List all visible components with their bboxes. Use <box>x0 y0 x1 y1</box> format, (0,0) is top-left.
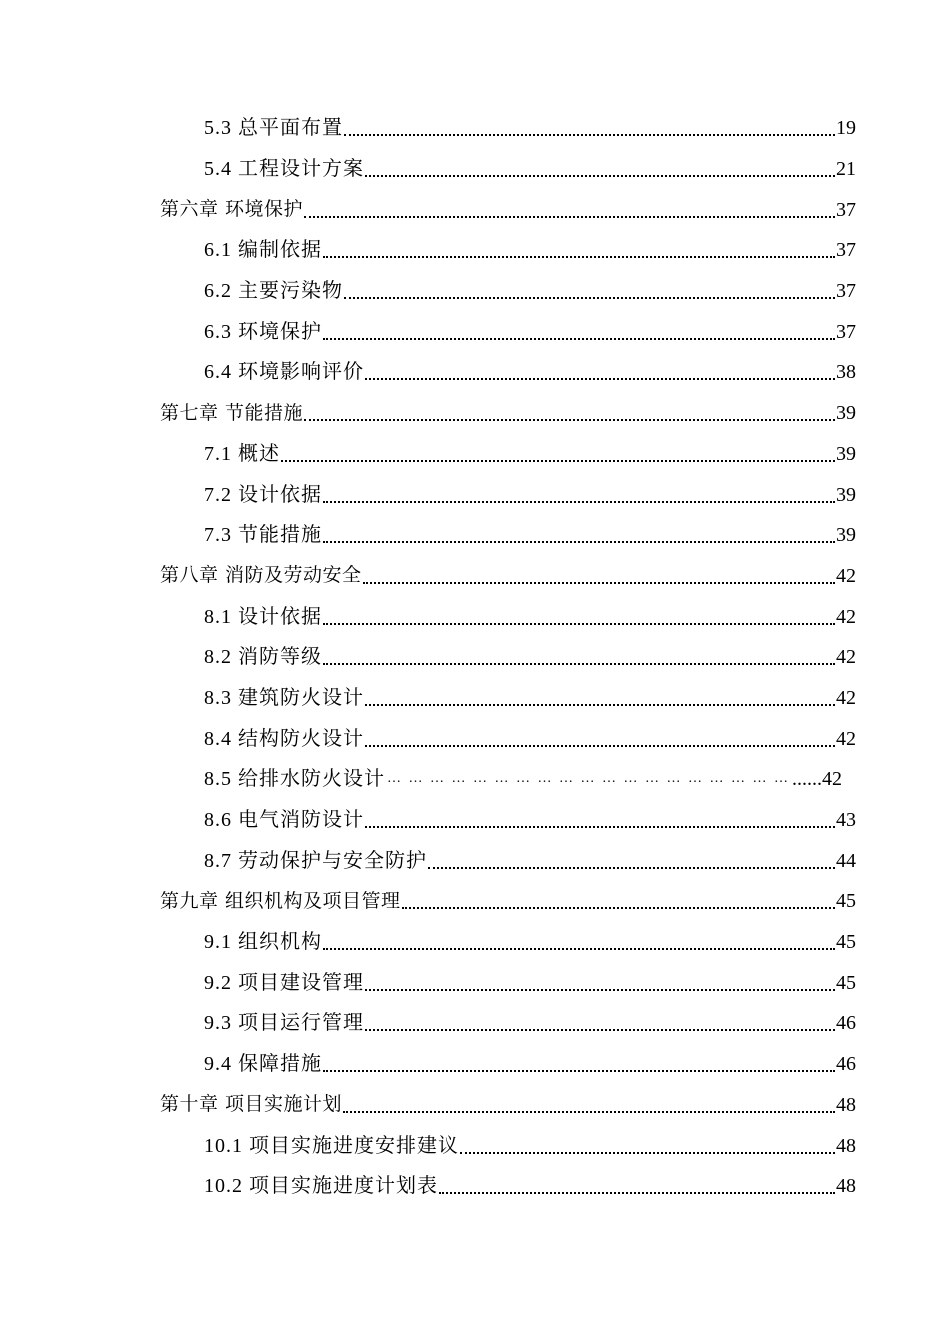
toc-chapter-title: 第九章 组织机构及项目管理 <box>160 889 401 912</box>
toc-entry-8-3[interactable] <box>0 678 950 719</box>
toc-entry-title: 6.1 编制依据 <box>204 239 322 262</box>
dot-leader <box>365 358 835 380</box>
toc-entry-title: 9.2 项目建设管理 <box>204 971 364 994</box>
toc-entry-10-1[interactable] <box>0 1125 950 1166</box>
toc-entry-title: 8.2 消防等级 <box>204 646 322 669</box>
toc-entry-8-5[interactable] <box>0 759 950 800</box>
toc-entry-title: 9.1 组织机构 <box>204 931 322 954</box>
toc-entry-title: 8.5 给排水防火设计 <box>204 768 385 791</box>
dot-leader <box>323 928 835 950</box>
toc-page-number: 39 <box>836 483 856 506</box>
toc-entry-9-4[interactable] <box>0 1044 950 1085</box>
toc-entry-title: 9.3 项目运行管理 <box>204 1012 364 1035</box>
toc-page-number: 44 <box>836 849 856 872</box>
dot-leader <box>343 1091 835 1113</box>
toc-chapter-title: 第六章 环境保护 <box>160 198 304 221</box>
toc-chapter-7[interactable] <box>0 393 950 434</box>
dot-leader <box>439 1172 835 1194</box>
dot-leader <box>323 318 835 340</box>
toc-chapter-10[interactable] <box>0 1085 950 1126</box>
ellipsis-leader: … … … … … … … … … … … … … … … … … … … <box>387 771 790 787</box>
toc-page-number: 42 <box>836 564 856 587</box>
toc-page-number: 46 <box>836 1053 856 1076</box>
toc-entry-title: 7.3 节能措施 <box>204 524 322 547</box>
toc-page-number: 42 <box>836 605 856 628</box>
toc-entry-title: 6.3 环境保护 <box>204 320 322 343</box>
dot-leader <box>428 847 835 869</box>
toc-entry-9-3[interactable] <box>0 1003 950 1044</box>
toc-entry-6-1[interactable] <box>0 230 950 271</box>
dot-leader <box>363 562 835 584</box>
toc-entry-5-3[interactable] <box>0 108 950 149</box>
toc-entry-title: 10.2 项目实施进度计划表 <box>204 1175 438 1198</box>
dot-leader <box>365 806 835 828</box>
toc-entry-8-2[interactable] <box>0 637 950 678</box>
dot-leader <box>344 277 835 299</box>
toc-chapter-8[interactable] <box>0 556 950 597</box>
toc-page-number: 37 <box>836 239 856 262</box>
toc-page-number: 42 <box>836 646 856 669</box>
toc-entry-5-4[interactable] <box>0 149 950 190</box>
toc-page-number: ......42 <box>792 768 842 791</box>
toc-entry-title: 8.1 设计依据 <box>204 605 322 628</box>
toc-chapter-title: 第八章 消防及劳动安全 <box>160 564 362 587</box>
toc-entry-9-1[interactable] <box>0 922 950 963</box>
dot-leader <box>323 1050 835 1072</box>
dot-leader <box>304 399 835 421</box>
toc-chapter-6[interactable] <box>0 189 950 230</box>
toc-entry-title: 8.4 结构防火设计 <box>204 727 364 750</box>
toc-entry-title: 8.6 电气消防设计 <box>204 809 364 832</box>
toc-page-number: 45 <box>836 931 856 954</box>
toc-page-number: 46 <box>836 1012 856 1035</box>
dot-leader <box>323 521 835 543</box>
toc-chapter-9[interactable] <box>0 881 950 922</box>
toc-page-number: 42 <box>836 686 856 709</box>
toc-entry-8-4[interactable] <box>0 718 950 759</box>
toc-entry-title: 5.3 总平面布置 <box>204 117 343 140</box>
toc-entry-title: 6.4 环境影响评价 <box>204 361 364 384</box>
toc-entry-8-6[interactable] <box>0 800 950 841</box>
toc-entry-title: 5.4 工程设计方案 <box>204 158 364 181</box>
toc-entry-title: 6.2 主要污染物 <box>204 280 343 303</box>
toc-entry-7-2[interactable] <box>0 474 950 515</box>
toc-entry-6-3[interactable] <box>0 311 950 352</box>
toc-entry-title: 7.2 设计依据 <box>204 483 322 506</box>
toc-page-number: 38 <box>836 361 856 384</box>
toc-chapter-title: 第七章 节能措施 <box>160 401 304 424</box>
toc-page-number: 37 <box>836 198 856 221</box>
toc-page-number: 45 <box>836 971 856 994</box>
dot-leader <box>365 725 835 747</box>
table-of-contents <box>0 108 950 1207</box>
toc-entry-10-2[interactable] <box>0 1166 950 1207</box>
dot-leader <box>365 969 835 991</box>
toc-page-number: 37 <box>836 320 856 343</box>
toc-entry-8-1[interactable] <box>0 596 950 637</box>
toc-page-number: 48 <box>836 1175 856 1198</box>
toc-entry-title: 9.4 保障措施 <box>204 1053 322 1076</box>
toc-page-number: 48 <box>836 1093 856 1116</box>
toc-page-number: 43 <box>836 809 856 832</box>
toc-entry-title: 8.3 建筑防火设计 <box>204 686 364 709</box>
toc-entry-7-3[interactable] <box>0 515 950 556</box>
toc-page-number: 42 <box>836 727 856 750</box>
toc-entry-9-2[interactable] <box>0 962 950 1003</box>
toc-page-number: 37 <box>836 280 856 303</box>
toc-page-number: 39 <box>836 524 856 547</box>
toc-page-number: 21 <box>836 158 856 181</box>
toc-entry-title: 8.7 劳动保护与安全防护 <box>204 849 427 872</box>
dot-leader <box>402 887 835 909</box>
toc-page-number: 48 <box>836 1134 856 1157</box>
toc-entry-title: 10.1 项目实施进度安排建议 <box>204 1134 459 1157</box>
toc-page-number: 39 <box>836 442 856 465</box>
dot-leader <box>365 684 835 706</box>
dot-leader <box>323 643 835 665</box>
dot-leader <box>365 155 835 177</box>
dot-leader <box>323 481 835 503</box>
toc-page-number: 19 <box>836 117 856 140</box>
toc-entry-8-7[interactable] <box>0 840 950 881</box>
dot-leader <box>323 236 835 258</box>
toc-entry-7-1[interactable] <box>0 434 950 475</box>
toc-entry-6-4[interactable] <box>0 352 950 393</box>
toc-page-number: 45 <box>836 890 856 913</box>
toc-chapter-title: 第十章 项目实施计划 <box>160 1093 343 1116</box>
dot-leader <box>365 1009 835 1031</box>
toc-entry-6-2[interactable] <box>0 271 950 312</box>
dot-leader <box>281 440 835 462</box>
dot-leader <box>304 196 835 218</box>
dot-leader <box>323 603 835 625</box>
dot-leader <box>460 1132 835 1154</box>
toc-entry-title: 7.1 概述 <box>204 442 280 465</box>
dot-leader <box>344 114 835 136</box>
toc-page-number: 39 <box>836 402 856 425</box>
